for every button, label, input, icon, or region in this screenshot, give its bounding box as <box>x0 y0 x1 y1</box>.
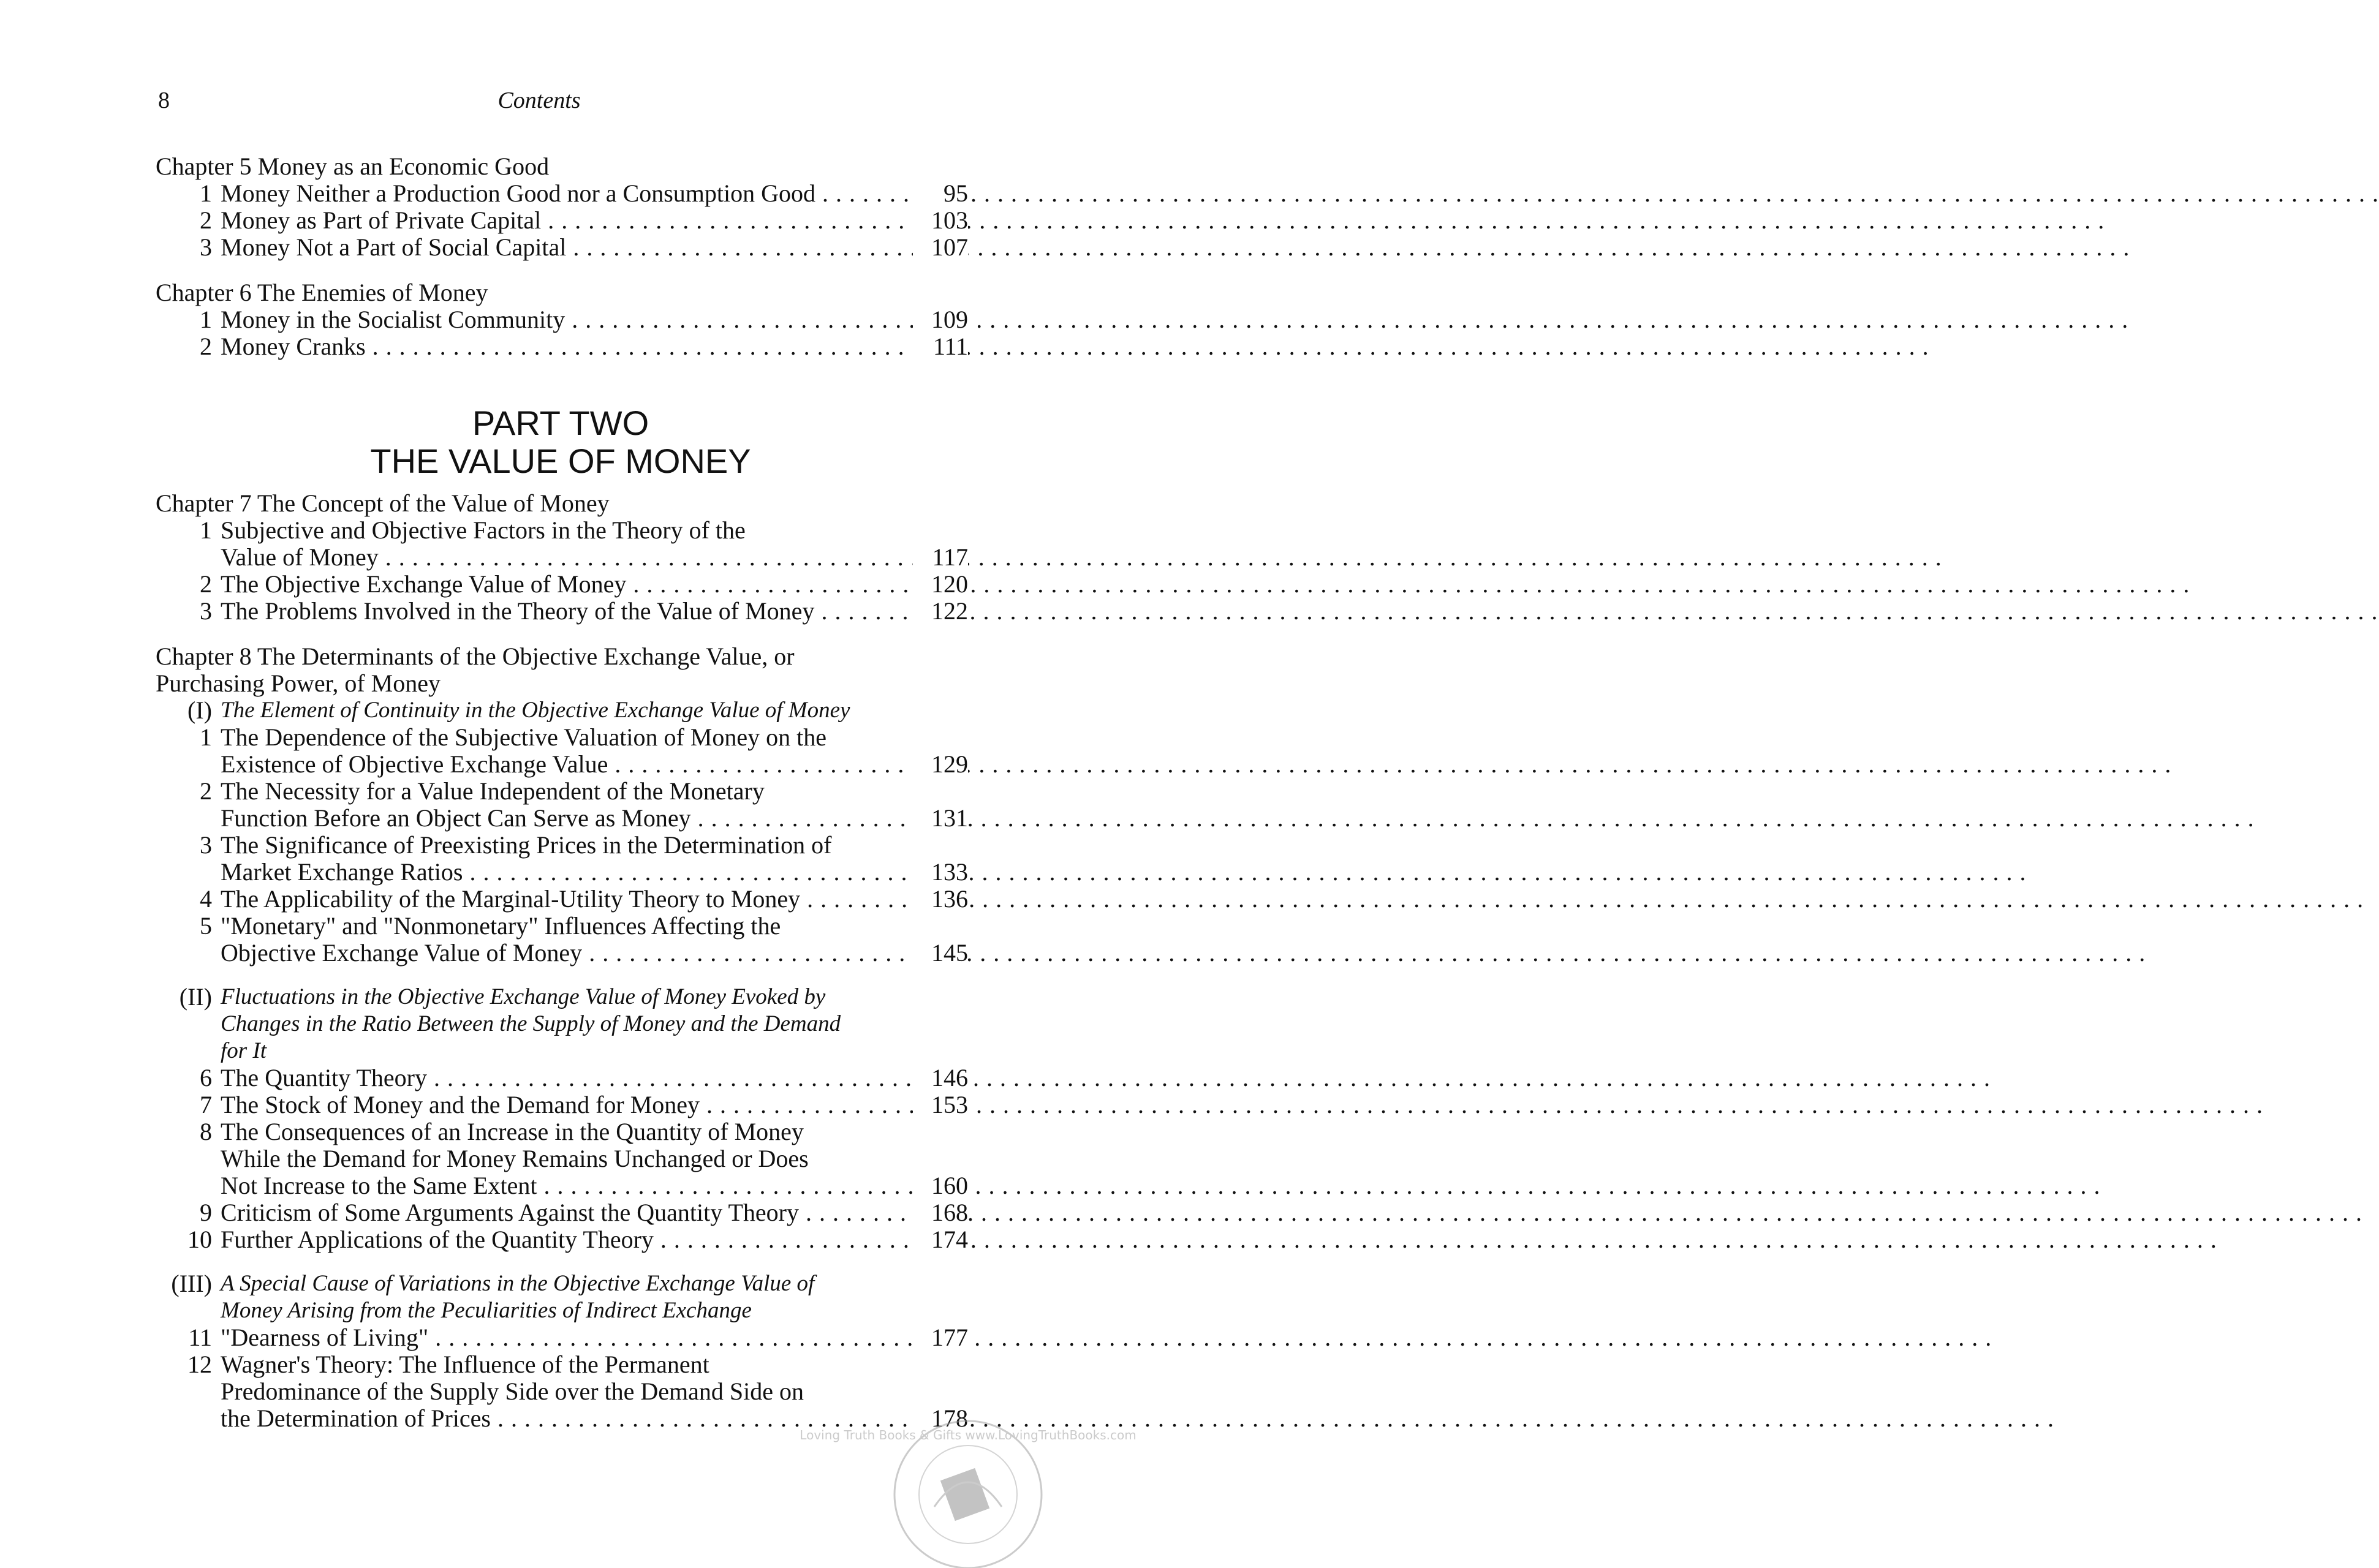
chapter-6-heading: Chapter 6 The Enemies of Money <box>156 279 488 306</box>
entry-page: 146 <box>913 1065 968 1091</box>
toc-entry-line <box>153 778 968 805</box>
toc-entry-line <box>153 913 968 940</box>
chapter-8-heading: Chapter 8 The Determinants of the Objective Exchange Value, or <box>156 643 795 670</box>
entry-number: 1 <box>200 306 212 333</box>
entry-page: 122 <box>913 598 968 625</box>
entry-title: "Dearness of Living" . . . <box>221 1324 968 1351</box>
entry-title: While the Demand for Money Remains Unchanged or Does <box>221 1145 809 1172</box>
section-heading <box>153 697 968 724</box>
entry-number: 8 <box>200 1118 212 1145</box>
toc-entry <box>153 1091 968 1118</box>
section-title: The Element of Continuity in the Objective Exchange Value of Money <box>221 698 850 723</box>
toc-entry-line <box>153 544 968 571</box>
entry-title: Value of Money . . . <box>221 544 968 571</box>
toc-entry-line <box>153 1351 968 1378</box>
entry-title: The Dependence of the Subjective Valuation of Money on the <box>221 723 826 751</box>
toc-entry-line <box>153 724 968 751</box>
entry-title: Wagner's Theory: The Influence of the Permanent <box>221 1351 709 1378</box>
section-heading <box>153 1270 968 1297</box>
entry-title: The Necessity for a Value Independent of the Monetary <box>221 777 765 805</box>
entry-page: 153 <box>913 1091 968 1118</box>
entry-page: 145 <box>913 940 968 967</box>
section-title: Changes in the Ratio Between the Supply of Money and the Demand <box>221 1011 841 1036</box>
chapter-7-heading: Chapter 7 The Concept of the Value of Money <box>156 489 610 517</box>
running-header: Contents <box>497 88 581 113</box>
entry-number: 4 <box>200 885 212 913</box>
entry-page: 117 <box>913 544 968 571</box>
entry-number: 1 <box>200 179 212 207</box>
toc-entry-line <box>153 859 968 886</box>
entry-title: Money Neither a Production Good nor a Consumption Good . . . <box>221 180 968 207</box>
entry-page: 136 <box>913 886 968 913</box>
entry-title: The Quantity Theory . . . <box>221 1065 968 1091</box>
entry-title: Money in the Socialist Community . . . <box>221 306 968 333</box>
entry-page: 120 <box>913 571 968 598</box>
entry-page: 168 <box>913 1199 968 1226</box>
section-title: Money Arising from the Peculiarities of Indirect Exchange <box>221 1298 752 1323</box>
watermark-text: Loving Truth Books & Gifts www.LovingTruthBooks.com <box>800 1428 1137 1442</box>
entry-title: Existence of Objective Exchange Value . . . <box>221 751 968 778</box>
entry-title: The Significance of Preexisting Prices in the Determination of <box>221 831 832 859</box>
entry-title: Further Applications of the Quantity Theory . . . <box>221 1226 968 1253</box>
entry-page: 103 <box>913 207 968 234</box>
entry-page: 109 <box>913 306 968 333</box>
part-subheading: THE VALUE OF MONEY <box>370 442 751 480</box>
toc-entry <box>153 571 968 598</box>
toc-entry <box>153 234 968 261</box>
entry-number: 7 <box>200 1091 212 1118</box>
section-heading-line <box>153 1297 968 1324</box>
toc-entry-line <box>153 1172 968 1199</box>
entry-number: 6 <box>200 1064 212 1091</box>
entry-number: 2 <box>200 333 212 360</box>
entry-page: 95 <box>913 180 968 207</box>
toc-entry <box>153 207 968 234</box>
entry-page: 131 <box>913 805 968 832</box>
part-heading: PART TWO <box>472 404 649 442</box>
toc-entry <box>153 1226 968 1253</box>
entry-title: The Objective Exchange Value of Money . . . <box>221 571 968 598</box>
entry-title: Money as Part of Private Capital . . . <box>221 207 968 234</box>
toc-entry <box>153 1324 968 1351</box>
entry-title: Criticism of Some Arguments Against the Quantity Theory . . . <box>221 1199 968 1226</box>
entry-page: 174 <box>913 1226 968 1253</box>
entry-title: The Consequences of an Increase in the Quantity of Money <box>221 1118 804 1145</box>
toc-entry <box>153 180 968 207</box>
entry-title: Not Increase to the Same Extent . . . <box>221 1172 968 1199</box>
toc-entry-line <box>153 1145 968 1172</box>
toc-entry-line <box>153 1378 968 1405</box>
entry-title: "Monetary" and "Nonmonetary" Influences Affecting the <box>221 912 781 940</box>
section-heading-line <box>153 1038 968 1065</box>
entry-number: 5 <box>200 912 212 940</box>
entry-title: Predominance of the Supply Side over the Demand Side on <box>221 1378 804 1405</box>
entry-title: Market Exchange Ratios . . . <box>221 859 968 886</box>
entry-number: 1 <box>200 723 212 751</box>
section-number: (I) <box>187 696 212 724</box>
section-title: Fluctuations in the Objective Exchange Value of Money Evoked by <box>221 984 826 1009</box>
toc-entry <box>153 886 968 913</box>
toc-entry <box>153 1065 968 1091</box>
entry-number: 2 <box>200 777 212 805</box>
toc-entry <box>153 306 968 333</box>
entry-number: 3 <box>200 233 212 261</box>
watermark-seal <box>800 1403 1137 1562</box>
entry-number: 3 <box>200 831 212 859</box>
entry-title: The Problems Involved in the Theory of the Value of Money . . . <box>221 598 968 625</box>
toc-entry-line <box>153 805 968 832</box>
page-number: 8 <box>158 88 170 113</box>
entry-number: 1 <box>200 516 212 544</box>
entry-title: Money Cranks . . . <box>221 333 968 360</box>
entry-page: 133 <box>913 859 968 886</box>
entry-title: The Stock of Money and the Demand for Money . . . <box>221 1091 968 1118</box>
entry-page: 107 <box>913 234 968 261</box>
entry-title: Subjective and Objective Factors in the Theory of the <box>221 516 746 544</box>
entry-number: 2 <box>200 206 212 234</box>
section-title: for It <box>221 1038 267 1063</box>
toc-entry-line <box>153 517 968 544</box>
entry-number: 10 <box>187 1226 212 1253</box>
toc-entry <box>153 598 968 625</box>
entry-title: Function Before an Object Can Serve as Money . . . <box>221 805 968 832</box>
chapter-5-heading: Chapter 5 Money as an Economic Good <box>156 153 550 180</box>
section-heading <box>153 984 968 1011</box>
toc-entry <box>153 333 968 360</box>
toc-entry-line <box>153 940 968 967</box>
entry-page: 129 <box>913 751 968 778</box>
entry-title: The Applicability of the Marginal-Utility Theory to Money . . . <box>221 886 968 913</box>
toc-entry-line <box>153 832 968 859</box>
entry-number: 2 <box>200 570 212 598</box>
toc-entry-line <box>153 751 968 778</box>
section-heading-line <box>153 1011 968 1038</box>
entry-title: the Determination of Prices . . . <box>221 1405 968 1432</box>
entry-page: 177 <box>913 1324 968 1351</box>
toc-entry-line <box>153 1118 968 1145</box>
entry-number: 9 <box>200 1199 212 1226</box>
chapter-8-heading-cont: Purchasing Power, of Money <box>156 669 441 697</box>
entry-number: 3 <box>200 597 212 625</box>
entry-title: Objective Exchange Value of Money . . . <box>221 940 968 967</box>
section-title: A Special Cause of Variations in the Objective Exchange Value of <box>221 1271 815 1296</box>
section-number: (III) <box>171 1270 212 1297</box>
entry-page: 111 <box>913 333 968 360</box>
toc-entry <box>153 1199 968 1226</box>
entry-page: 160 <box>913 1172 968 1199</box>
entry-page: 178 <box>913 1405 968 1432</box>
section-number: (II) <box>179 983 212 1011</box>
entry-title: Money Not a Part of Social Capital . . . <box>221 234 968 261</box>
entry-number: 11 <box>188 1324 212 1351</box>
entry-number: 12 <box>187 1351 212 1378</box>
